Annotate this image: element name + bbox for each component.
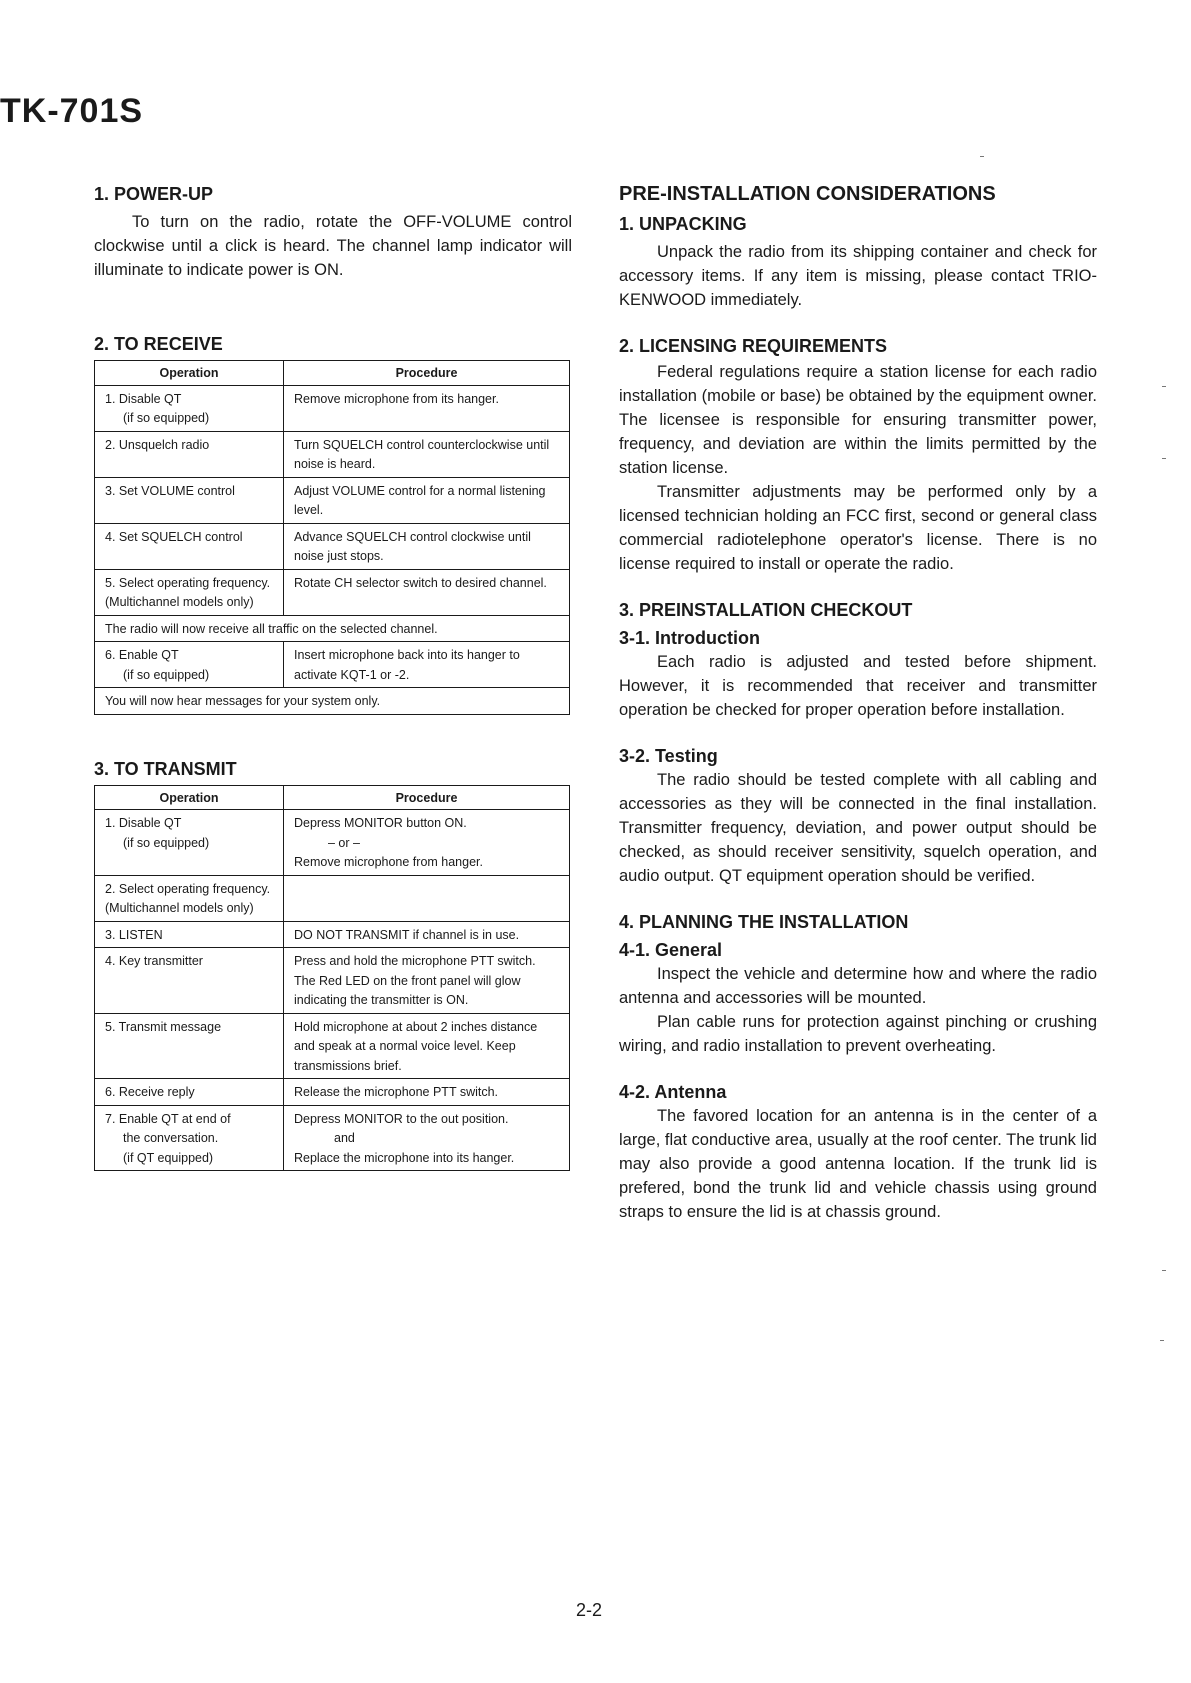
general-heading: 4-1. General: [619, 940, 723, 960]
table-row: [95, 875, 570, 921]
licensing-heading: 2. LICENSING REQUIREMENTS: [619, 336, 888, 356]
scan-speck: [980, 156, 984, 157]
proc-text: Adjust VOLUME control for a normal listening level.: [284, 477, 570, 523]
unpacking-heading: 1. UNPACKING: [619, 214, 747, 234]
op-sub: (if so equipped): [123, 667, 210, 682]
proc-text: Press and hold the microphone PTT switch. The Red LED on the front panel will glow indicating the transmitter is ON.: [284, 948, 570, 1014]
table-row: [95, 921, 570, 948]
col-procedure: Procedure: [284, 785, 570, 810]
proc-text: Turn SQUELCH control counterclockwise until noise is heard.: [284, 431, 570, 477]
op-sub-2: (if QT equipped): [123, 1150, 214, 1165]
table-row: [95, 385, 570, 431]
op-text: 6. Enable QT: [105, 648, 179, 662]
op-sub: (if so equipped): [123, 835, 210, 850]
col-operation: Operation: [95, 361, 284, 386]
table-note-row: [95, 615, 570, 642]
op-text: 4. Key transmitter: [95, 948, 284, 1014]
table-note-row: [95, 688, 570, 715]
licensing-text-1: Federal regulations require a station license for each radio installation (mobile or base) be obtained by the equipment owner. The licensee is responsible for ensuring transmitter power, frequency, and deviation are within the limits permitted by the station license.: [619, 363, 1097, 477]
table-row: [95, 477, 570, 523]
antenna-text: The favored location for an antenna is in the center of a large, flat conductive area, usually at the roof center. The trunk lid may also provide a good antenna location. If the trunk lid is prefered, bond the trunk lid and vehicle chassis using ground straps to ensure the lid is at chassis ground.: [619, 1107, 1097, 1221]
table-row: [95, 1105, 570, 1171]
transmit-heading: 3. TO TRANSMIT: [94, 758, 237, 779]
table-row: [95, 431, 570, 477]
table-row: [95, 810, 570, 876]
power-up-text: To turn on the radio, rotate the OFF-VOLUME control clockwise until a click is heard. The channel lamp indicator will illuminate to indicate power is ON.: [94, 213, 572, 279]
proc-text: Hold microphone at about 2 inches distance and speak at a normal voice level. Keep transmissions brief.: [284, 1013, 570, 1079]
proc-text: Rotate CH selector switch to desired channel.: [284, 569, 570, 615]
op-text: 6. Receive reply: [95, 1079, 284, 1106]
op-text: 2. Unsquelch radio: [95, 431, 284, 477]
receive-table: [94, 360, 570, 715]
op-text: 3. LISTEN: [95, 921, 284, 948]
proc-text-2: Remove microphone from hanger.: [294, 855, 483, 869]
table-row: [95, 948, 570, 1014]
col-operation: Operation: [95, 785, 284, 810]
table-row: [95, 1013, 570, 1079]
proc-text: Insert microphone back into its hanger to activate KQT-1 or -2.: [284, 642, 570, 688]
op-text: 5. Select operating frequency. (Multichannel models only): [95, 569, 284, 615]
scan-speck: [1160, 1340, 1164, 1341]
op-text: 3. Set VOLUME control: [95, 477, 284, 523]
receive-heading: 2. TO RECEIVE: [94, 334, 223, 354]
power-up-heading: 1. POWER-UP: [94, 184, 214, 204]
proc-text: DO NOT TRANSMIT if channel is in use.: [284, 921, 570, 948]
right-column: [619, 182, 1097, 1224]
page-number: 2-2: [576, 1600, 603, 1620]
table-header-row: [95, 361, 570, 386]
table-header-row: [95, 785, 570, 810]
receive-note-1: The radio will now receive all traffic on the selected channel.: [95, 615, 570, 642]
table-row: [95, 569, 570, 615]
proc-text: Advance SQUELCH control clockwise until noise just stops.: [284, 523, 570, 569]
op-sub: (if so equipped): [123, 411, 210, 425]
testing-text: The radio should be tested complete with all cabling and accessories as they will be connected in the final installation. Transmitter frequency, deviation, and power output should be checked, as should receiver sensitivity, squelch operation, and audio output. QT equipment operation should be verified.: [619, 771, 1097, 885]
model-title: TK-701S: [0, 92, 144, 130]
checkout-heading: 3. PREINSTALLATION CHECKOUT: [619, 600, 913, 620]
introduction-text: Each radio is adjusted and tested before shipment. However, it is recommended that receiver and transmitter operation be checked for proper operation before installation.: [619, 653, 1097, 719]
op-text: 5. Transmit message: [95, 1013, 284, 1079]
planning-heading: 4. PLANNING THE INSTALLATION: [619, 912, 909, 932]
unpacking-text: Unpack the radio from its shipping container and check for accessory items. If any item is missing, please contact TRIO-KENWOOD immediately.: [619, 243, 1097, 309]
general-text-1: Inspect the vehicle and determine how and where the radio antenna and accessories will be mounted.: [619, 965, 1097, 1007]
table-row: [95, 1079, 570, 1106]
receive-note-2: You will now hear messages for your system only.: [95, 688, 570, 715]
proc-text: Remove microphone from its hanger.: [284, 385, 570, 431]
proc-or: – or –: [328, 835, 360, 850]
proc-text: Release the microphone PTT switch.: [284, 1079, 570, 1106]
op-text: 7. Enable QT at end of: [105, 1111, 231, 1126]
op-sub: the conversation.: [123, 1131, 219, 1145]
col-procedure: Procedure: [284, 361, 570, 386]
proc-text: [284, 875, 570, 921]
general-text-2: Plan cable runs for protection against pinching or crushing wiring, and radio installation to prevent overheating.: [619, 1013, 1097, 1055]
proc-text: Depress MONITOR button ON.: [294, 816, 467, 830]
proc-text-2: Replace the microphone into its hanger.: [294, 1150, 515, 1165]
licensing-text-2: Transmitter adjustments may be performed only by a licensed technician holding an FCC first, second or general class commercial radiotelephone operator's license. There is no license required to install or operate the radio.: [619, 483, 1097, 573]
proc-text: Depress MONITOR to the out position.: [294, 1111, 509, 1126]
pre-install-heading: PRE-INSTALLATION CONSIDERATIONS: [619, 183, 996, 205]
table-row: [95, 642, 570, 688]
transmit-table: [94, 785, 570, 1172]
table-row: [95, 523, 570, 569]
op-text: 1. Disable QT: [105, 816, 182, 830]
scan-speck: [1162, 458, 1166, 459]
left-column: [94, 182, 572, 1171]
antenna-heading: 4-2. Antenna: [619, 1082, 727, 1102]
proc-and: and: [334, 1131, 355, 1145]
scan-speck: [1162, 386, 1166, 387]
op-text: 4. Set SQUELCH control: [95, 523, 284, 569]
scan-speck: [1162, 1270, 1166, 1271]
op-text: 2. Select operating frequency. (Multichannel models only): [95, 875, 284, 921]
op-text: 1. Disable QT: [105, 391, 182, 406]
testing-heading: 3-2. Testing: [619, 746, 718, 766]
introduction-heading: 3-1. Introduction: [619, 628, 760, 648]
